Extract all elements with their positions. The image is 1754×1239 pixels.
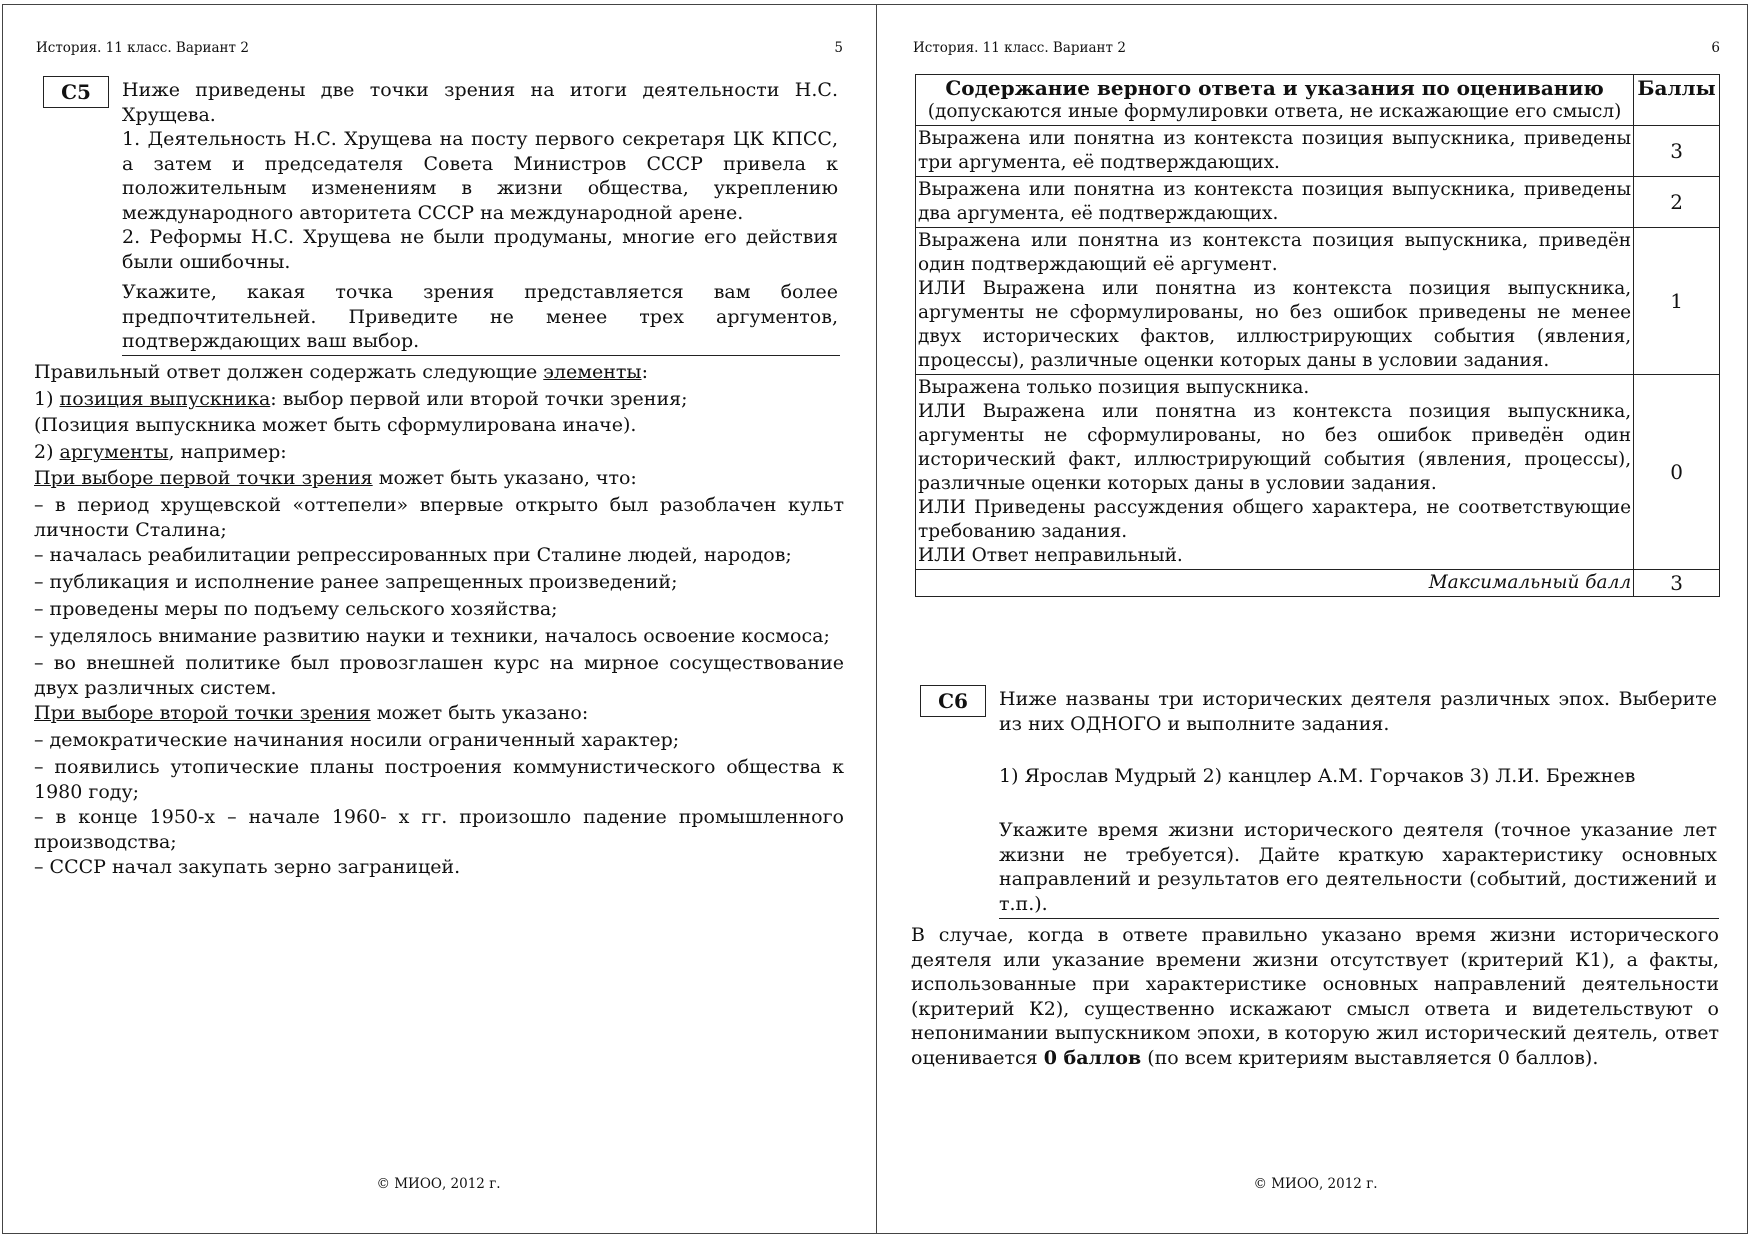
- criteria-row: [916, 228, 1720, 375]
- max-score-value: 3: [1634, 570, 1720, 597]
- criteria-text: Выражена или понятна из контекста позиция выпускника, приведён один подтверждающий её аргумент. ИЛИ Выражена или понятна из контекста позиция выпускника, аргументы не сформулированы, но без ошибок приведены не менее двух исторических фактов, иллюстрирующих события (явления, процессы), различные оценки которых даны в условии задания.: [916, 228, 1634, 375]
- criteria-header-title: Содержание верного ответа и указания по оцениванию: [945, 76, 1604, 100]
- criteria-text: Выражена или понятна из контекста позиция выпускника, приведены два аргумента, её подтверждающих.: [916, 177, 1634, 228]
- criteria-points: 3: [1634, 126, 1720, 177]
- element-1: 1) позиция выпускника: выбор первой или второй точки зрения;: [34, 388, 688, 410]
- first-arg-item: – началась реабилитации репрессированных при Сталине людей, народов;: [34, 544, 792, 566]
- answer-intro: Правильный ответ должен содержать следующие элементы:: [34, 361, 648, 383]
- page-number: 5: [834, 40, 843, 56]
- criteria-text: Выражена или понятна из контекста позиция выпускника, приведены три аргумента, её подтверждающих.: [916, 126, 1634, 177]
- page-right: [877, 0, 1754, 1239]
- first-arg-item: – во внешней политике был провозглашен курс на мирное сосуществование двух различных систем.: [34, 652, 844, 699]
- second-arg-item: – в конце 1950-х – начале 1960- х гг. произошло падение промышленного производства;: [34, 806, 844, 853]
- page-number: 6: [1711, 40, 1720, 56]
- second-view-heading: При выборе второй точки зрения может быть указано:: [34, 702, 589, 724]
- historical-figures: 1) Ярослав Мудрый 2) канцлер А.М. Горчаков 3) Л.И. Брежнев: [999, 765, 1636, 787]
- viewpoint-1: 1. Деятельность Н.С. Хрущева на посту первого секретаря ЦК КПСС, а затем и председателя Совета Министров СССР привела к положительным изменениям в жизни общества, укреплению международного авторитета СССР на международной арене.: [122, 128, 838, 224]
- criteria-text: Выражена только позиция выпускника. ИЛИ Выражена или понятна из контекста позиция выпускника, аргументы не сформулированы, но без ошибок приведён один исторический факт, иллюстрирующий события (явления, процессы), различные оценки которых даны в условии задания. ИЛИ Приведены рассуждения общего характера, не соответствующие требованию задания. ИЛИ Ответ неправильный.: [916, 375, 1634, 570]
- first-arg-item: – уделялось внимание развитию науки и техники, началось освоение космоса;: [34, 625, 830, 647]
- element-2: 2) аргументы, например:: [34, 441, 287, 463]
- task-label-c6: С6: [920, 685, 986, 717]
- criteria-row: [916, 126, 1720, 177]
- viewpoint-2: 2. Реформы Н.С. Хрущева не были продуманы, многие его действия были ошибочны.: [122, 226, 838, 273]
- second-arg-item: – СССР начал закупать зерно заграницей.: [34, 856, 461, 878]
- criteria-points: 0: [1634, 375, 1720, 570]
- criteria-points: 1: [1634, 228, 1720, 375]
- first-view-heading: При выборе первой точки зрения может быть указано, что:: [34, 467, 637, 489]
- criteria-table: [915, 74, 1720, 597]
- task-separator: [122, 355, 840, 356]
- task-label-c5: С5: [43, 76, 109, 108]
- footer-copyright: © МИОО, 2012 г.: [376, 1176, 501, 1192]
- task-intro: Ниже приведены две точки зрения на итоги деятельности Н.С. Хрущева.: [122, 79, 838, 126]
- header-title: История. 11 класс. Вариант 2: [36, 40, 249, 56]
- first-arg-item: – публикация и исполнение ранее запрещенных произведений;: [34, 571, 678, 593]
- first-arg-item: – проведены меры по подъему сельского хозяйства;: [34, 598, 558, 620]
- first-arg-item: – в период хрущевской «оттепели» впервые открыто был разоблачен культ личности Сталина;: [34, 494, 844, 541]
- footer-copyright: © МИОО, 2012 г.: [1253, 1176, 1378, 1192]
- criteria-points: 2: [1634, 177, 1720, 228]
- element-1-note: (Позиция выпускника может быть сформулирована иначе).: [34, 414, 637, 436]
- second-arg-item: – появились утопические планы построения коммунистического общества к 1980 году;: [34, 756, 844, 803]
- points-header: Баллы: [1634, 75, 1720, 126]
- criteria-header-row: [916, 75, 1720, 126]
- scoring-rule: В случае, когда в ответе правильно указано время жизни исторического деятеля или указание времени жизни отсутствует (критерий К1), а факты, использованные при характеристике основных направлений деятельности (критерий К2), существенно искажают смысл ответа и видетельствуют о непонимании выпускником эпохи, в которую жил исторический деятель, ответ оценивается 0 баллов (по всем критериям выставляется 0 баллов).: [911, 924, 1719, 1069]
- criteria-header-subtitle: (допускаются иные формулировки ответа, не искажающие его смысл): [927, 101, 1622, 122]
- task-instruction: Укажите время жизни исторического деятеля (точное указание лет жизни не требуется). Дайте краткую характеристику основных направлений и результатов его деятельности (событий, достижений и т.п.).: [999, 819, 1717, 915]
- task-separator: [999, 918, 1719, 919]
- criteria-row: [916, 177, 1720, 228]
- max-score-row: [916, 570, 1720, 597]
- criteria-header-cell: [916, 75, 1634, 126]
- header-title: История. 11 класс. Вариант 2: [913, 40, 1126, 56]
- task-instruction: Укажите, какая точка зрения представляется вам более предпочтительней. Приведите не менее трех аргументов, подтверждающих ваш выбор.: [122, 281, 838, 352]
- criteria-row: [916, 375, 1720, 570]
- second-arg-item: – демократические начинания носили ограниченный характер;: [34, 729, 680, 751]
- max-score-label: Максимальный балл: [916, 570, 1634, 597]
- task-intro: Ниже названы три исторических деятеля различных эпох. Выберите из них ОДНОГО и выполните задания.: [999, 688, 1717, 735]
